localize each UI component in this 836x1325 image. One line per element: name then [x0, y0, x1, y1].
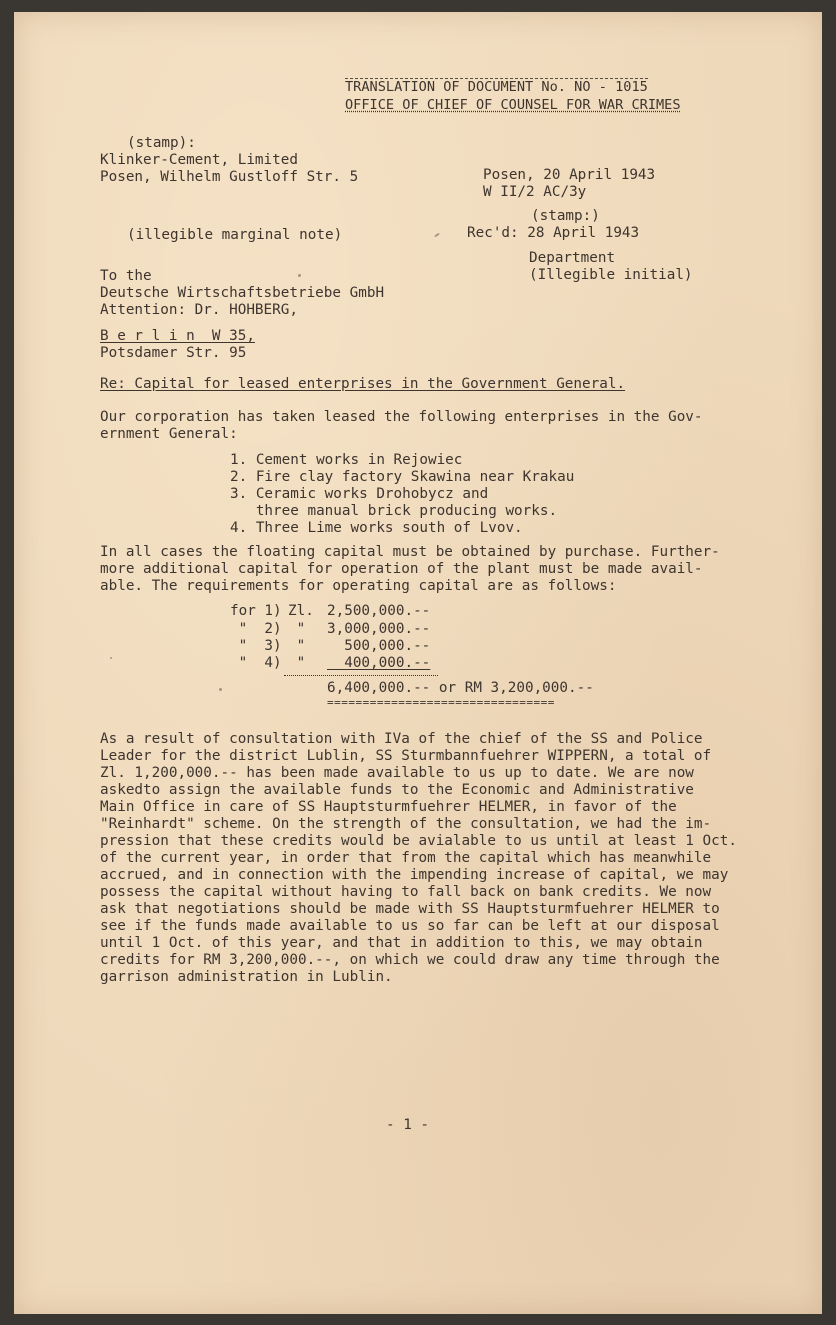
recipient-city: B e r l i n W 35,: [100, 328, 255, 344]
enterprise-item: 1. Cement works in Rejowiec: [230, 452, 463, 468]
enterprise-item: 3. Ceramic works Drohobycz and: [230, 486, 489, 502]
body-line: possess the capital without having to fall back on bank credits. We now: [100, 884, 712, 900]
sender-company: Klinker-Cement, Limited: [100, 152, 298, 168]
recipient-attention: Attention: Dr. HOHBERG,: [100, 302, 298, 318]
paper-speck: [219, 688, 222, 691]
body-line: of the current year, in order that from the capital which has meanwhile: [100, 850, 712, 866]
paper-speck: [298, 274, 301, 277]
enterprise-item: 4. Three Lime works south of Lvov.: [230, 520, 523, 536]
body-line: pression that these credits would be avialable to us until at least 1 Oct.: [100, 833, 737, 849]
recipient-street: Potsdamer Str. 95: [100, 345, 247, 361]
requirement-amount: 3,000,000.--: [327, 621, 431, 637]
recipient-to: To the: [100, 268, 152, 284]
marginal-note: (illegible marginal note): [127, 227, 343, 243]
requirement-amount: 2,500,000.--: [327, 603, 431, 619]
enterprise-item: three manual brick producing works.: [230, 503, 558, 519]
subject-line: Re: Capital for leased enterprises in the Government General.: [100, 376, 626, 392]
requirement-label: " 2): [230, 621, 282, 637]
office-title: OFFICE OF CHIEF OF COUNSEL FOR WAR CRIMES: [345, 97, 681, 113]
body-line: Leader for the district Lublin, SS Sturmbannfuehrer WIPPERN, a total of: [100, 748, 712, 764]
received-date: Rec'd: 28 April 1943: [467, 225, 640, 241]
reference-code: W II/2 AC/3y: [483, 184, 587, 200]
sender-address: Posen, Wilhelm Gustloff Str. 5: [100, 169, 359, 185]
requirement-amount: 400,000.--: [327, 655, 431, 671]
document-title: TRANSLATION OF DOCUMENT No. NO - 1015: [345, 79, 648, 95]
illegible-initial: (Illegible initial): [529, 267, 693, 283]
capital-line: able. The requirements for operating capital are as follows:: [100, 578, 617, 594]
capital-line: In all cases the floating capital must be obtained by purchase. Further-: [100, 544, 720, 560]
body-line: "Reinhardt" scheme. On the strength of the consultation, we had the im-: [100, 816, 712, 832]
body-line: askedto assign the available funds to the Economic and Administrative: [100, 782, 694, 798]
requirement-label: for 1): [230, 603, 282, 619]
recipient-company: Deutsche Wirtschaftsbetriebe GmbH: [100, 285, 385, 301]
paper-speck: [110, 657, 112, 659]
place-date: Posen, 20 April 1943: [483, 167, 656, 183]
capital-line: more additional capital for operation of the plant must be made avail-: [100, 561, 703, 577]
body-line: accrued, and in connection with the impending increase of capital, we may: [100, 867, 729, 883]
total-line: 6,400,000.-- or RM 3,200,000.--: [327, 680, 594, 696]
intro-line: Our corporation has taken leased the following enterprises in the Gov-: [100, 409, 703, 425]
body-line: Zl. 1,200,000.-- has been made available to us up to date. We are now: [100, 765, 694, 781]
intro-line: ernment General:: [100, 426, 238, 442]
body-line: credits for RM 3,200,000.--, on which we could draw any time through the: [100, 952, 720, 968]
requirement-currency: ": [288, 655, 306, 671]
requirement-amount: 500,000.--: [327, 638, 431, 654]
body-line: As a result of consultation with IVa of the chief of the SS and Police: [100, 731, 703, 747]
sender-stamp: (stamp):: [127, 135, 196, 151]
body-line: ask that negotiations should be made with SS Hauptsturmfuehrer HELMER to: [100, 901, 720, 917]
requirement-label: " 3): [230, 638, 282, 654]
document-page: [14, 12, 822, 1314]
paper-speck: [434, 232, 440, 237]
received-stamp: (stamp:): [531, 208, 600, 224]
requirement-label: " 4): [230, 655, 282, 671]
requirement-currency: ": [288, 638, 306, 654]
enterprise-item: 2. Fire clay factory Skawina near Krakau: [230, 469, 575, 485]
body-line: see if the funds made available to us so far can be left at our disposal: [100, 918, 720, 934]
body-line: until 1 Oct. of this year, and that in addition to this, we may obtain: [100, 935, 703, 951]
page-number: - 1 -: [386, 1117, 430, 1133]
requirement-currency: Zl.: [288, 603, 314, 619]
department: Department: [529, 250, 616, 266]
body-line: garrison administration in Lublin.: [100, 969, 393, 985]
sum-rule: [284, 675, 438, 676]
requirement-currency: ": [288, 621, 306, 637]
body-line: Main Office in care of SS Hauptsturmfuehrer HELMER, in favor of the: [100, 799, 677, 815]
total-double-rule: ================================: [327, 696, 555, 709]
